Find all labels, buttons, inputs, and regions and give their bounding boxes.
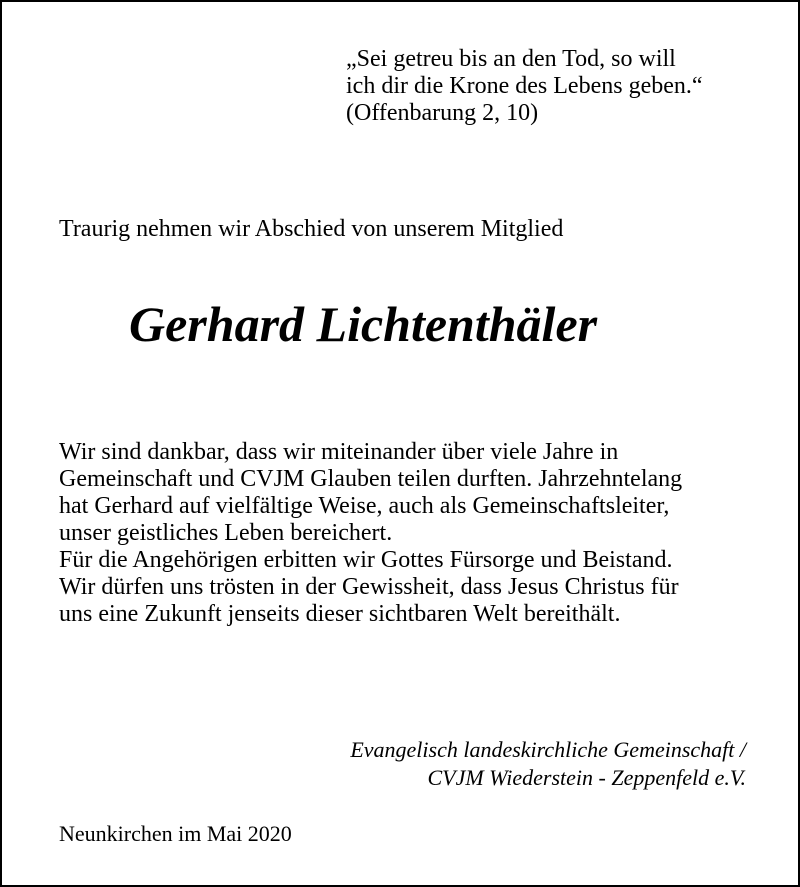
body-line: uns eine Zukunft jenseits dieser sichtbaren Welt bereithält. — [59, 601, 621, 627]
quote-line: ich dir die Krone des Lebens geben.“ — [346, 73, 703, 99]
deceased-name: Gerhard Lichtenthäler — [129, 296, 598, 352]
body-paragraph — [59, 439, 682, 628]
quote-reference: (Offenbarung 2, 10) — [346, 100, 539, 126]
body-line: Wir sind dankbar, dass wir miteinander über viele Jahre in — [59, 439, 619, 465]
signature-block — [350, 736, 746, 792]
body-line: unser geistliches Leben bereichert. — [59, 520, 393, 546]
intro-text: Traurig nehmen wir Abschied von unserem Mitglied — [59, 216, 564, 242]
place-date: Neunkirchen im Mai 2020 — [59, 821, 292, 846]
body-line: hat Gerhard auf vielfältige Weise, auch als Gemeinschaftsleiter, — [59, 493, 670, 519]
quote-line: „Sei getreu bis an den Tod, so will — [346, 46, 676, 72]
body-line: Für die Angehörigen erbitten wir Gottes Fürsorge und Beistand. — [59, 547, 673, 573]
body-line: Wir dürfen uns trösten in der Gewissheit, dass Jesus Christus für — [59, 574, 679, 600]
bible-quote — [346, 46, 703, 127]
signature-line: Evangelisch landeskirchliche Gemeinschaft / — [350, 737, 746, 762]
body-line: Gemeinschaft und CVJM Glauben teilen durften. Jahrzehntelang — [59, 466, 683, 492]
signature-line: CVJM Wiederstein - Zeppenfeld e.V. — [427, 765, 746, 790]
